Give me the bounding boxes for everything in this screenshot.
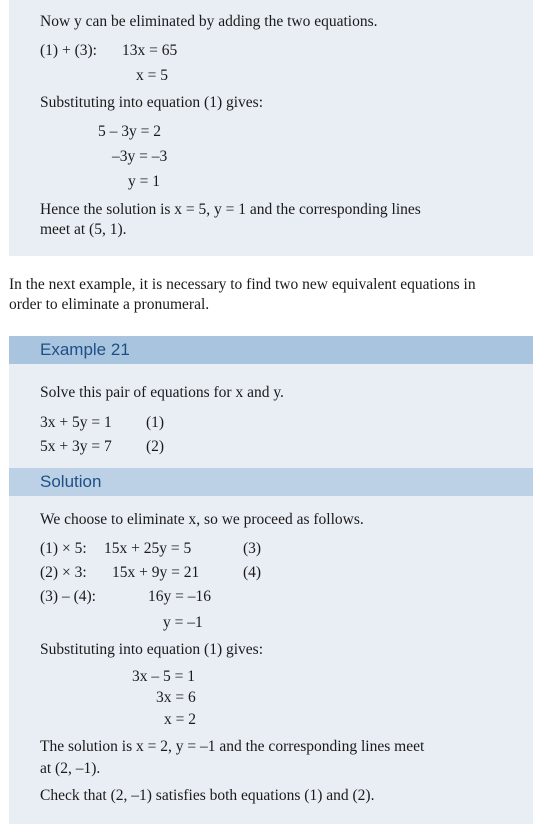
equation-number: (3) (243, 540, 262, 557)
worked-solution-box (9, 0, 533, 256)
equation: 15x + 25y = 5 (104, 540, 192, 557)
equation: y = 1 (128, 173, 160, 190)
text-line: Substituting into equation (1) gives: (40, 641, 264, 658)
equation: 3x + 5y = 1 (40, 414, 112, 431)
step-label: (3) – (4): (40, 588, 96, 605)
equation: 15x + 9y = 21 (112, 564, 200, 581)
equation: 3x = 6 (156, 689, 196, 706)
text-line: Substituting into equation (1) gives: (40, 94, 264, 111)
text-line: Now y can be eliminated by adding the two equations. (40, 13, 378, 30)
equation: 5 – 3y = 2 (98, 123, 161, 140)
text-line: meet at (5, 1). (40, 221, 127, 238)
equation: x = 2 (164, 711, 196, 728)
text-line: at (2, –1). (40, 760, 101, 777)
equation: y = –1 (163, 614, 203, 631)
equation: 13x = 65 (122, 42, 178, 59)
example-title: Example 21 (40, 340, 130, 359)
text-line: We choose to eliminate x, so we proceed as follows. (40, 511, 364, 528)
example-header (9, 336, 533, 364)
equation-number: (2) (146, 438, 165, 455)
equation: 5x + 3y = 7 (40, 438, 112, 455)
text-line: Check that (2, –1) satisfies both equations (1) and (2). (40, 787, 375, 804)
equation: 3x – 5 = 1 (132, 668, 195, 685)
equation: –3y = –3 (112, 148, 168, 165)
equation: x = 5 (136, 67, 168, 84)
intro-text: order to eliminate a pronumeral. (9, 296, 210, 313)
text-line: Hence the solution is x = 5, y = 1 and the corresponding lines (40, 201, 421, 218)
example-box (9, 336, 533, 824)
text-line: The solution is x = 2, y = –1 and the corresponding lines meet (40, 738, 425, 755)
equation-number: (4) (243, 564, 262, 581)
equation-number: (1) (146, 414, 165, 431)
question-text: Solve this pair of equations for x and y. (40, 384, 284, 401)
intro-text: In the next example, it is necessary to find two new equivalent equations in (9, 276, 476, 293)
step-label: (1) × 5: (40, 540, 87, 557)
equation: 16y = –16 (148, 588, 211, 605)
solution-header (9, 468, 533, 496)
step-label: (2) × 3: (40, 564, 87, 581)
solution-title: Solution (40, 472, 102, 491)
step-label: (1) + (3): (40, 42, 97, 59)
